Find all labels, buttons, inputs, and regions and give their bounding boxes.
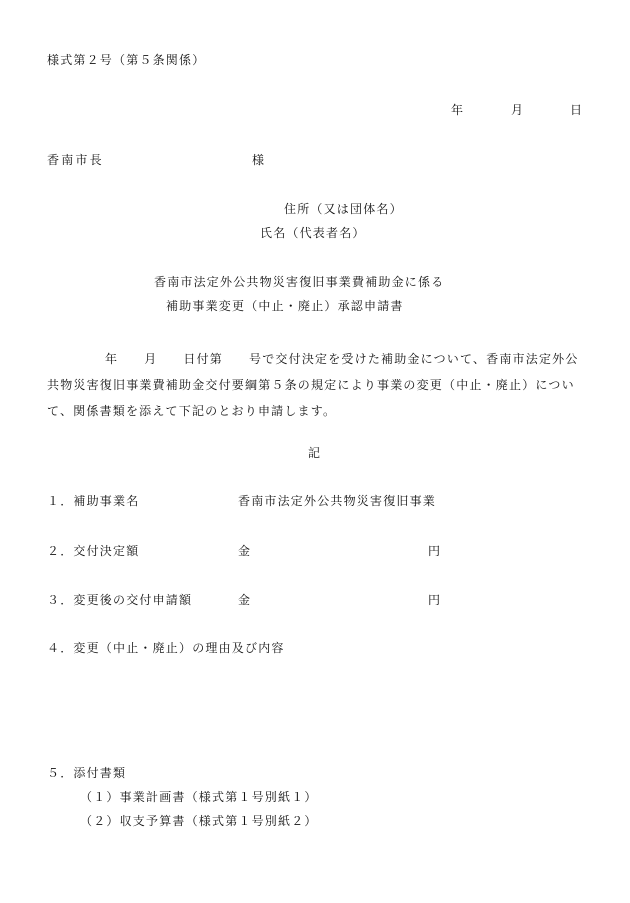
ki-mark: 記 [308,446,322,460]
item3-kin: 金 [238,593,252,607]
applicant-name-label: 氏名（代表者名） [260,226,366,240]
body-paragraph [47,346,582,424]
item5-label: ５．添付書類 [47,766,127,780]
date-day-label: 日 [570,103,584,117]
form-number: 様式第２号（第５条関係） [47,53,206,67]
body-text: 号で交付決定を受けた補助金について、香南市法定外公共物災害復旧事業費補助金交付要綱第５条の規定により事業の変更（中止・廃止）について、関係書類を添えて下記のとおり申請します。 [47,352,579,418]
document-title-line2: 補助事業変更（中止・廃止）承認申請書 [166,299,404,313]
document-title-line1: 香南市法定外公共物災害復旧事業費補助金に係る [154,275,445,289]
applicant-address-label: 住所（又は団体名） [284,202,403,216]
date-month-label: 月 [511,103,525,117]
item2-yen: 円 [428,544,442,558]
addressee-name: 香南市長 [47,153,104,167]
body-year: 年 [105,352,119,366]
item4-label: ４．変更（中止・廃止）の理由及び内容 [47,641,285,655]
date-year-label: 年 [451,103,465,117]
item1-value: 香南市法定外公共物災害復旧事業 [238,494,437,508]
item3-label: ３．変更後の交付申請額 [47,593,193,607]
item2-kin: 金 [238,544,252,558]
attachment-item: （２）収支予算書（様式第１号別紙２） [80,814,318,828]
body-day-no: 日付第 [183,352,224,366]
addressee-honorific: 様 [252,153,266,167]
item3-yen: 円 [428,593,442,607]
attachment-item: （１）事業計画書（様式第１号別紙１） [80,790,318,804]
body-month: 月 [144,352,158,366]
item1-label: １．補助事業名 [47,494,140,508]
item2-label: ２．交付決定額 [47,544,140,558]
